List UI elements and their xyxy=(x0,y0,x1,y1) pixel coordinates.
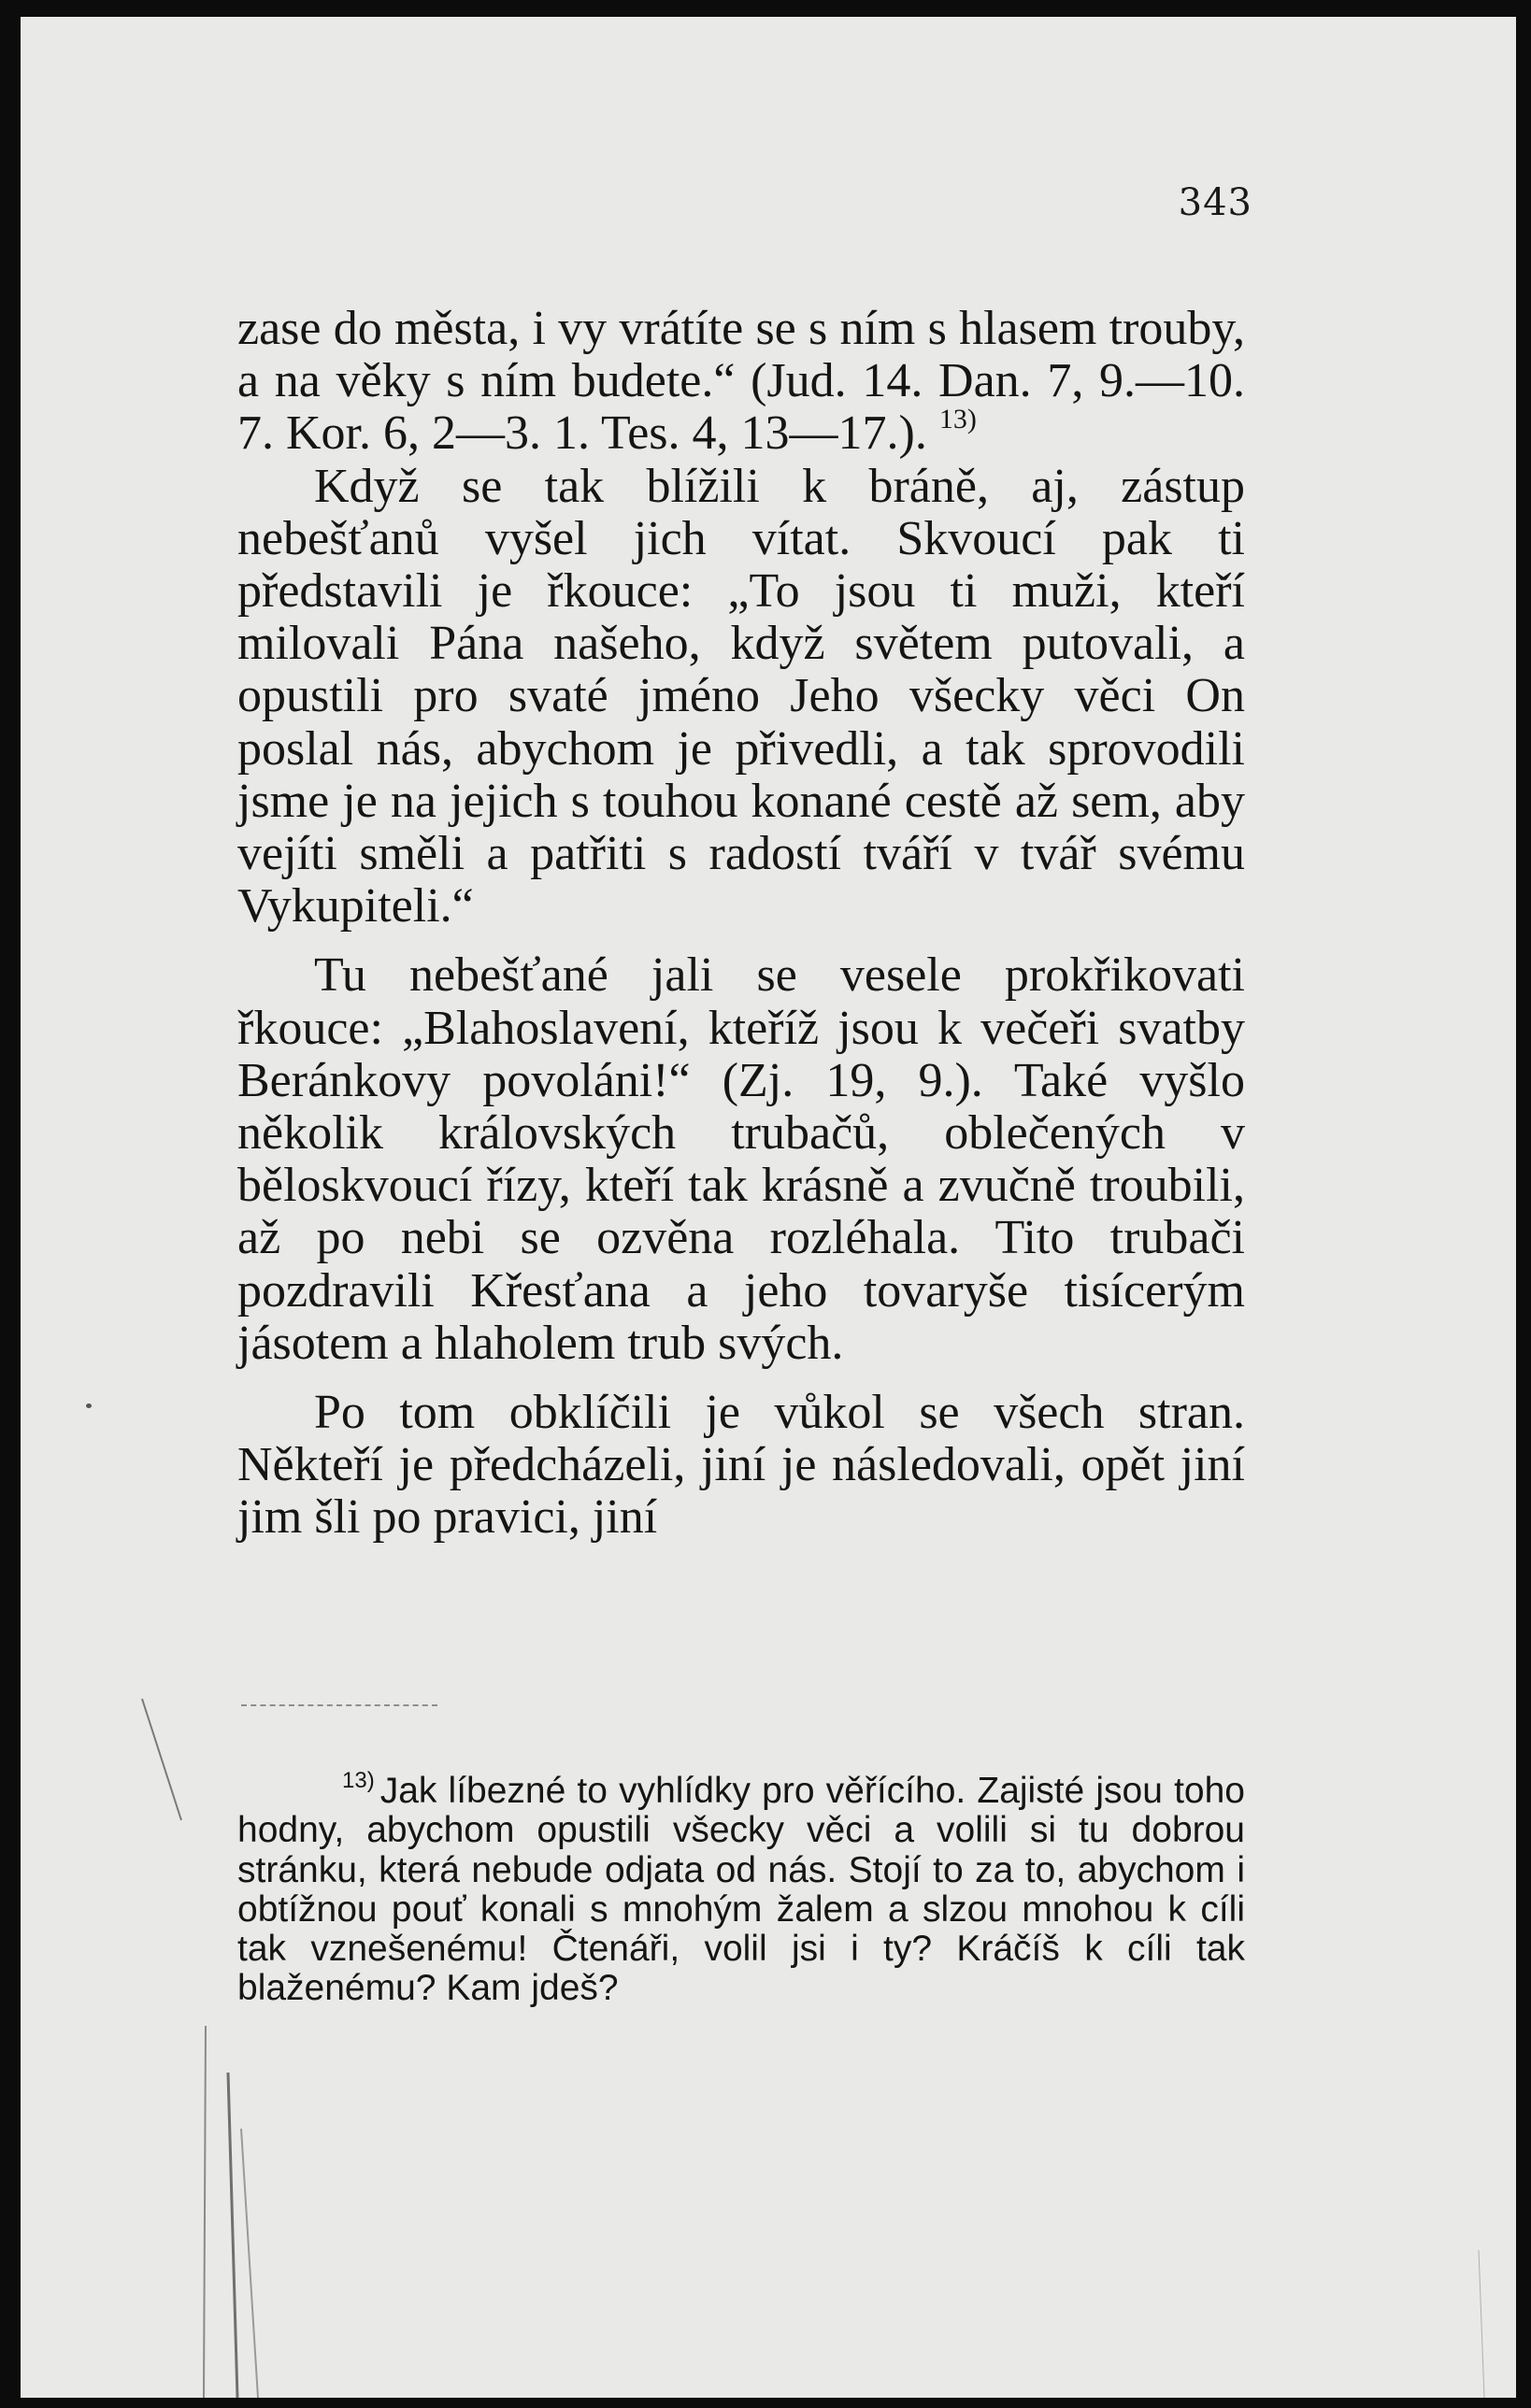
scratch-mark-5 xyxy=(1479,2250,1484,2398)
scan-scratch-marks xyxy=(21,17,1516,2398)
page-number: 343 xyxy=(1178,181,1252,224)
scratch-mark-1 xyxy=(142,1699,181,1820)
paragraph-2: Když se tak blížili k bráně, aj, zástup nebešťanů vyšel jich vítat. Skvoucí pak ti představili je řkouce: „To jsou ti muži, kteří milovali Pána našeho, když světem putovali, a opustili pro svaté jméno Jeho všecky věci On poslal nás, abychom je přivedli, a tak sprovodili jsme je na jejich s touhou konané cestě až sem, aby vejíti směli a patřiti s radostí tváří v tvář svému Vykupiteli.“ xyxy=(237,459,1245,933)
scratch-mark-2 xyxy=(204,2026,206,2398)
footnote-marker: 13) xyxy=(342,1768,375,1793)
paragraph-3: Tu nebešťané jali se vesele prokřikovati řkouce: „Blahoslavení, kteříž jsou k večeři svatby Beránkovy povoláni!“ (Zj. 19, 9.). Také vyšlo několik královských trubačů, oblečených v běloskvoucí řízy, kteří tak krásně a zvučně troubili, až po nebi se ozvěna rozléhala. Tito trubači pozdravili Křesťana a jeho tovaryše tisícerým jásotem a hlaholem trub svých. xyxy=(237,948,1245,1370)
scan-speck xyxy=(86,1403,92,1408)
scratch-mark-4 xyxy=(241,2129,258,2398)
footnote-text: Jak líbezné to vyhlídky pro věřícího. Zajisté jsou toho hodny, abychom opustili všecky věci a volili si tu dobrou stránku, která nebude odjata od nás. Stojí to za to, abychom i obtížnou pouť konali s mnohým žalem a slzou mnohou k cíli tak vznešenému! Čtenáři, volil jsi i ty? Kráčíš k cíli tak blaženému? Kam jdeš? xyxy=(237,1771,1245,2009)
footnote-reference: 13) xyxy=(938,404,977,435)
paragraph-1-text: zase do města, i vy vrátíte se s ním s hlasem trouby, a na věky s ním budete.“ (Jud. 14. Dan. 7, 9.—10. 7. Kor. 6, 2—3. 1. Tes. 4, 13—17.). xyxy=(237,302,1245,461)
paragraph-4: Po tom obklíčili je vůkol se všech stran. Někteří je předcházeli, jiní je následovali, opět jiní jim šli po pravici, jiní xyxy=(237,1386,1245,1545)
scratch-mark-3 xyxy=(228,2073,237,2398)
book-page xyxy=(21,17,1516,2398)
